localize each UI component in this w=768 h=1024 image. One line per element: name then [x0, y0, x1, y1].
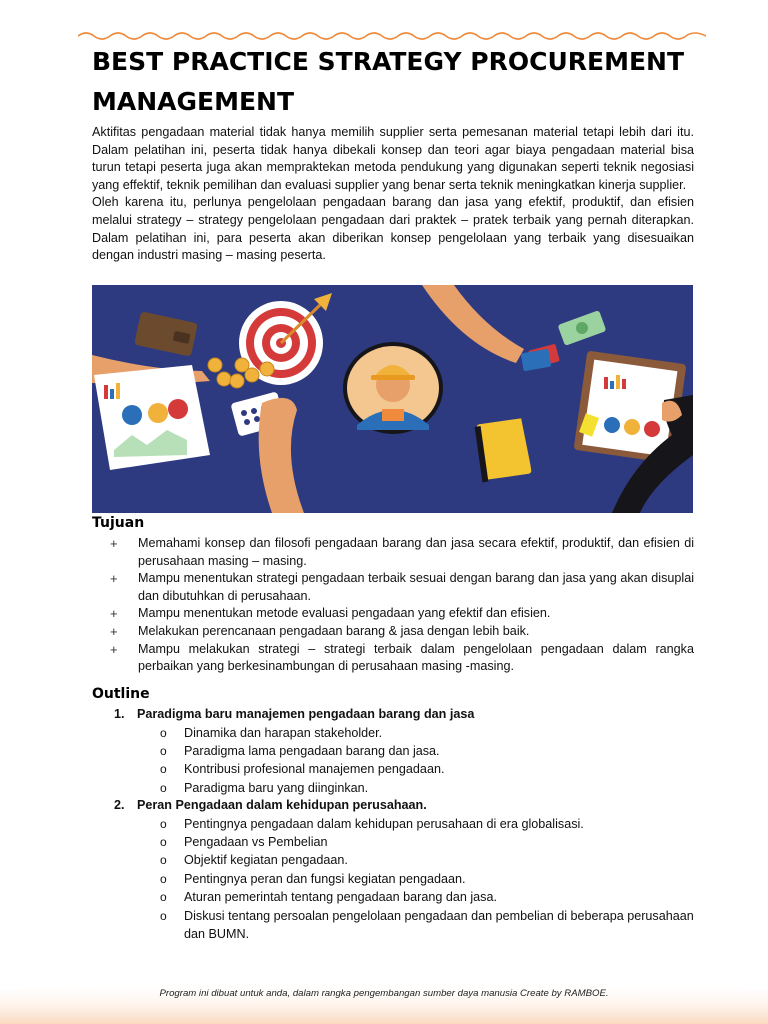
circle-bullet-icon: o: [160, 853, 167, 868]
outline-heading: Outline: [92, 686, 150, 702]
section-number: 1.: [114, 707, 125, 721]
footer-text: Program ini dibuat untuk anda, dalam rangka pengembangan sumber daya manusia Create by RAMBOE.: [159, 988, 609, 999]
list-item: o Pentingnya pengadaan dalam kehidupan perusahaan di era globalisasi.: [110, 815, 694, 833]
circle-bullet-icon: o: [160, 725, 167, 740]
outline-sub-list: [110, 815, 694, 944]
list-item: o Pentingnya peran dan fungsi kegiatan pengadaan.: [110, 870, 694, 888]
circle-bullet-icon: o: [160, 744, 167, 758]
page-title: [92, 42, 692, 122]
intro-paragraph-1: Aktifitas pengadaan material tidak hanya memilih supplier serta pemesanan material tetapi lebih dari itu. Dalam pelatihan ini, peserta tidak hanya dibekali konsep dan teori agar biaya pengadaan material bisa turun tetapi peserta juga akan mempraktekan metoda pendukung yang digunakan seperti teknik negosiasi yang effektif, teknik pemilihan dan evaluasi supplier yang benar serta teknik meningkatkan kinerja supplier.: [92, 125, 694, 192]
circle-bullet-icon: o: [160, 816, 167, 831]
circle-bullet-icon: o: [160, 780, 167, 795]
circle-bullet-icon: o: [160, 762, 167, 777]
list-item: o Dinamika dan harapan stakeholder.: [110, 724, 694, 742]
circle-bullet-icon: o: [160, 890, 167, 905]
outline-section-2: [110, 797, 694, 943]
list-item: o Diskusi tentang persoalan pengelolaan pengadaan dan pembelian di beberapa perusahaan dan BUMN.: [160, 908, 694, 942]
outline-section-1: [110, 706, 694, 797]
tujuan-item: + Mampu menentukan metode evaluasi pengadaan yang efektif dan efisien.: [110, 606, 551, 622]
list-item: o Objektif kegiatan pengadaan.: [110, 851, 694, 869]
outline-section-title: 1. Paradigma baru manajemen pengadaan barang dan jasa: [110, 706, 694, 724]
worker-avatar: [343, 342, 443, 434]
header-wave-decoration: [78, 30, 706, 42]
tujuan-list: [110, 535, 694, 676]
list-item: o Pengadaan vs Pembelian: [110, 833, 694, 851]
intro-paragraph-2: Oleh karena itu, perlunya pengelolaan pengadaan barang dan jasa yang efektif, produktif, dan efisien melalui strategy – strategy pengelolaan pengadaan dari praktek – pratek terbaik yang pernah diterapkan. Dalam pelatihan ini, para peserta akan diberikan konsep pengelolaan yang terbaik yang disesuaikan dengan industri masing – masing peserta.: [92, 195, 694, 263]
list-item: o Paradigma baru yang diinginkan.: [110, 779, 694, 797]
outline-section-title: 2. Peran Pengadaan dalam kehidupan perusahaan.: [110, 797, 694, 815]
tujuan-item: + Memahami konsep dan filosofi pengadaan barang dan jasa secara efektif, produktif, dan efisien di perusahaan masing – masing.: [110, 536, 694, 568]
plus-bullet-icon: +: [110, 641, 118, 657]
plus-bullet-icon: +: [110, 536, 118, 551]
title-line-1: BEST PRACTICE STRATEGY PROCUREMENT: [92, 47, 685, 76]
tujuan-item: + Mampu menentukan strategi pengadaan terbaik sesuai dengan barang dan jasa yang akan disuplai dan dibutuhkan di perusahaan.: [110, 571, 694, 603]
tujuan-item: + Melakukan perencanaan pengadaan barang & jasa dengan lebih baik.: [110, 623, 530, 639]
plus-bullet-icon: +: [110, 571, 118, 587]
tujuan-heading: Tujuan: [92, 515, 145, 531]
list-item: o Kontribusi profesional manajemen pengadaan.: [110, 760, 694, 778]
notebook-icon: [475, 415, 534, 482]
title-line-2: MANAGEMENT: [92, 87, 295, 116]
procurement-illustration: [92, 285, 693, 513]
tujuan-item: + Mampu melakukan strategi – strategi terbaik dalam pengelolaan pengadaan dalam rangka perbaikan yang berkesinambungan di perusahaan masing -masing.: [110, 641, 694, 674]
list-item: o Aturan pemerintah tentang pengadaan barang dan jasa.: [110, 888, 694, 906]
circle-bullet-icon: o: [160, 835, 167, 849]
outline-sub-list: [110, 724, 694, 798]
plus-bullet-icon: +: [110, 606, 118, 622]
plus-bullet-icon: +: [110, 623, 118, 639]
section-number: 2.: [114, 798, 125, 812]
list-item: o Paradigma lama pengadaan barang dan jasa.: [110, 742, 694, 760]
circle-bullet-icon: o: [160, 871, 167, 886]
report-document-left: [94, 365, 210, 470]
circle-bullet-icon: o: [160, 908, 167, 923]
intro-text: [92, 124, 694, 265]
